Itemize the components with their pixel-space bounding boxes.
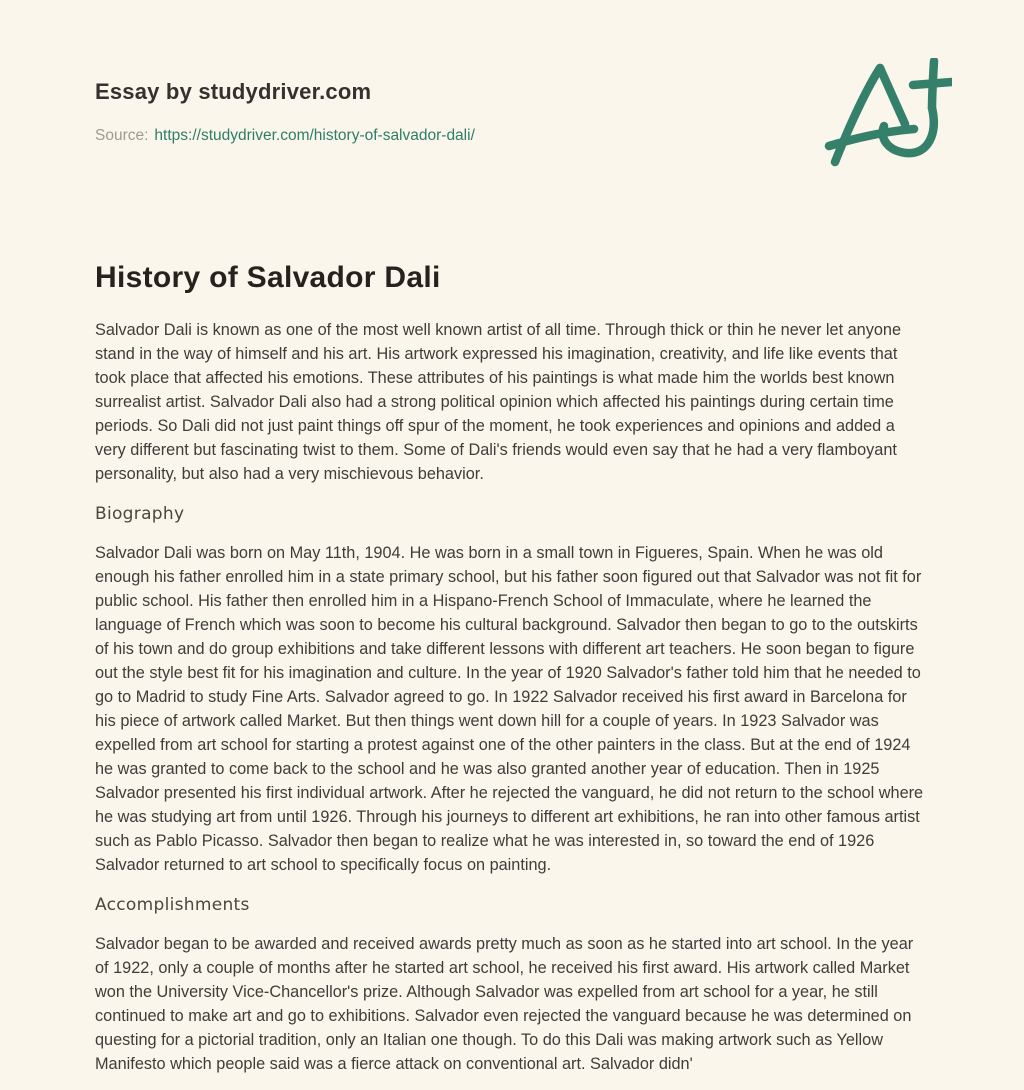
source-line bbox=[95, 126, 929, 146]
essay-title: History of Salvador Dali bbox=[95, 261, 441, 294]
essay-header bbox=[95, 78, 929, 146]
accomplishments-paragraph: Salvador began to be awarded and received awards pretty much as soon as he started into art school. In the year of 1922, only a couple of months after he started art school, he received his first award. His artwork called Market won the University Vice-Chancellor's prize. Although Salvador was expelled from art school for a year, he still continued to make art and go to exhibitions. Salvador even rejected the vanguard because he was determined on questing for a pictorial tradition, only an Italian one though. To do this Dali was making artwork such as Yellow Manifesto which people said was a fierce attack on conventional art. Salvador didn' bbox=[95, 935, 914, 1073]
biography-paragraph: Salvador Dali was born on May 11th, 1904. He was born in a small town in Figueres, Spain. When he was old enough his father enrolled him in a state primary school, but his father soon figured out that Salvador was not fit for public school. His father then enrolled him in a Hispano-French School of Immaculate, where he learned the language of French which was soon to become his cultural background. Salvador then began to go to the outskirts of his town and do group exhibitions and take different lessons with different art teachers. He soon began to figure out the style best fit for his imagination and culture. In the year of 1920 Salvador's father told him that he needed to go to Madrid to study Fine Arts. Salvador agreed to go. In 1922 Salvador received his first award in Barcelona for his piece of artwork called Market. But then things went down hill for a couple of years. In 1923 Salvador was expelled from art school for starting a protest against one of the other painters in the class. But at the end of 1924 he was granted to come back to the school and he was also granted another year of education. Then in 1925 Salvador presented his first individual artwork. After he rejected the vanguard, he did not return to the school where he was studying art from until 1926. Through his journeys to different art exhibitions, he ran into other famous artist such as Pablo Picasso. Salvador then began to realize what he was interested in, so toward the end of 1926 Salvador returned to art school to specifically focus on painting. bbox=[95, 544, 924, 874]
essay-body bbox=[95, 256, 929, 1076]
a-plus-logo-icon bbox=[822, 58, 952, 170]
source-label: Source: bbox=[95, 127, 149, 144]
section-heading-biography: Biography bbox=[95, 504, 185, 524]
section-heading-accomplishments: Accomplishments bbox=[95, 895, 250, 915]
source-link[interactable]: https://studydriver.com/history-of-salvador-dali/ bbox=[154, 127, 475, 144]
essay-byline: Essay by studydriver.com bbox=[95, 79, 372, 104]
intro-paragraph: Salvador Dali is known as one of the most well known artist of all time. Through thick or thin he never let anyone stand in the way of himself and his art. His artwork expressed his imagination, creativity, and life like events that took place that affected his emotions. These attributes of his paintings is what made him the worlds best known surrealist artist. Salvador Dali also had a strong political opinion which affected his paintings during certain time periods. So Dali did not just paint things off spur of the moment, he took experiences and opinions and added a very different but fascinating twist to them. Some of Dali's friends would even say that he had a very flamboyant personality, but also had a very mischievous behavior. bbox=[95, 321, 902, 483]
